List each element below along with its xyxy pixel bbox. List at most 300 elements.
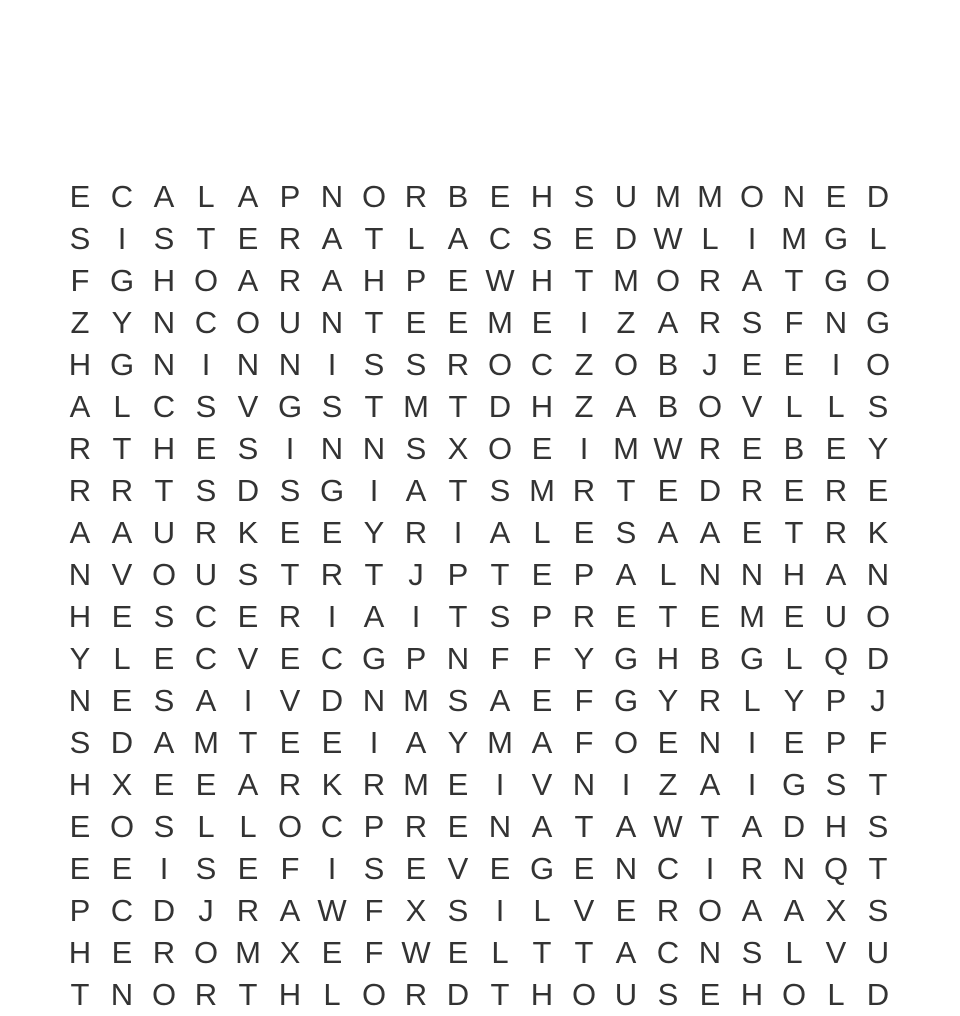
letter-cell[interactable]: T: [490, 977, 510, 1012]
letter-cell[interactable]: A: [405, 725, 427, 760]
letter-cell[interactable]: G: [865, 305, 891, 340]
letter-cell[interactable]: S: [153, 683, 175, 718]
letter-cell[interactable]: E: [195, 431, 217, 466]
letter-cell[interactable]: A: [615, 809, 637, 844]
letter-cell[interactable]: T: [238, 725, 258, 760]
letter-cell[interactable]: A: [699, 515, 721, 550]
letter-cell[interactable]: S: [153, 221, 175, 256]
letter-cell[interactable]: E: [741, 431, 763, 466]
letter-cell[interactable]: N: [320, 179, 344, 214]
letter-cell[interactable]: A: [153, 725, 175, 760]
letter-cell[interactable]: S: [867, 809, 889, 844]
letter-cell[interactable]: A: [405, 473, 427, 508]
letter-cell[interactable]: A: [489, 515, 511, 550]
letter-cell[interactable]: I: [327, 851, 337, 886]
letter-cell[interactable]: N: [68, 683, 92, 718]
letter-cell[interactable]: I: [159, 851, 169, 886]
letter-cell[interactable]: O: [277, 809, 303, 844]
letter-cell[interactable]: E: [783, 347, 805, 382]
letter-cell[interactable]: E: [153, 641, 175, 676]
letter-cell[interactable]: O: [613, 725, 639, 760]
letter-cell[interactable]: O: [697, 389, 723, 424]
letter-cell[interactable]: O: [193, 263, 219, 298]
letter-cell[interactable]: L: [407, 221, 425, 256]
letter-cell[interactable]: V: [111, 557, 133, 592]
letter-cell[interactable]: R: [824, 515, 848, 550]
letter-cell[interactable]: T: [784, 263, 804, 298]
letter-cell[interactable]: T: [700, 809, 720, 844]
letter-cell[interactable]: R: [110, 473, 134, 508]
letter-cell[interactable]: E: [531, 305, 553, 340]
letter-cell[interactable]: R: [404, 179, 428, 214]
letter-cell[interactable]: T: [616, 473, 636, 508]
letter-cell[interactable]: N: [320, 431, 344, 466]
letter-cell[interactable]: P: [531, 599, 553, 634]
letter-cell[interactable]: Y: [573, 641, 595, 676]
letter-cell[interactable]: E: [237, 851, 259, 886]
letter-cell[interactable]: S: [615, 515, 637, 550]
letter-cell[interactable]: Q: [823, 851, 849, 886]
letter-cell[interactable]: M: [487, 305, 513, 340]
letter-cell[interactable]: F: [364, 893, 384, 928]
letter-cell[interactable]: I: [117, 221, 127, 256]
letter-cell[interactable]: D: [110, 725, 134, 760]
letter-cell[interactable]: C: [320, 641, 344, 676]
letter-cell[interactable]: R: [446, 347, 470, 382]
letter-cell[interactable]: J: [408, 557, 424, 592]
letter-cell[interactable]: W: [653, 431, 683, 466]
letter-cell[interactable]: Z: [70, 305, 90, 340]
letter-cell[interactable]: L: [869, 221, 887, 256]
letter-cell[interactable]: A: [741, 893, 763, 928]
letter-cell[interactable]: A: [825, 557, 847, 592]
letter-cell[interactable]: L: [239, 809, 257, 844]
letter-cell[interactable]: T: [112, 431, 132, 466]
letter-cell[interactable]: O: [697, 893, 723, 928]
letter-cell[interactable]: P: [573, 557, 595, 592]
letter-cell[interactable]: P: [279, 179, 301, 214]
letter-cell[interactable]: G: [361, 641, 387, 676]
letter-cell[interactable]: I: [579, 305, 589, 340]
letter-cell[interactable]: A: [657, 515, 679, 550]
letter-cell[interactable]: N: [152, 305, 176, 340]
letter-cell[interactable]: E: [825, 431, 847, 466]
letter-cell[interactable]: A: [531, 809, 553, 844]
letter-cell[interactable]: R: [68, 473, 92, 508]
letter-cell[interactable]: R: [572, 473, 596, 508]
letter-cell[interactable]: T: [364, 221, 384, 256]
letter-cell[interactable]: S: [363, 851, 385, 886]
letter-cell[interactable]: E: [741, 347, 763, 382]
letter-cell[interactable]: L: [533, 515, 551, 550]
letter-cell[interactable]: E: [783, 725, 805, 760]
letter-cell[interactable]: V: [531, 767, 553, 802]
letter-cell[interactable]: D: [152, 893, 176, 928]
letter-cell[interactable]: I: [621, 767, 631, 802]
letter-cell[interactable]: Y: [447, 725, 469, 760]
letter-cell[interactable]: R: [824, 473, 848, 508]
letter-cell[interactable]: P: [363, 809, 385, 844]
letter-cell[interactable]: R: [320, 557, 344, 592]
letter-cell[interactable]: Z: [658, 767, 678, 802]
letter-cell[interactable]: T: [784, 515, 804, 550]
letter-cell[interactable]: H: [530, 179, 554, 214]
letter-cell[interactable]: C: [194, 641, 218, 676]
letter-cell[interactable]: E: [111, 935, 133, 970]
letter-cell[interactable]: V: [825, 935, 847, 970]
letter-cell[interactable]: I: [369, 473, 379, 508]
letter-cell[interactable]: R: [278, 221, 302, 256]
letter-cell[interactable]: A: [741, 263, 763, 298]
letter-cell[interactable]: N: [110, 977, 134, 1012]
letter-cell[interactable]: L: [743, 683, 761, 718]
letter-cell[interactable]: N: [698, 725, 722, 760]
letter-cell[interactable]: S: [405, 431, 427, 466]
letter-cell[interactable]: N: [278, 347, 302, 382]
letter-cell[interactable]: E: [111, 851, 133, 886]
letter-cell[interactable]: E: [447, 305, 469, 340]
letter-cell[interactable]: L: [827, 389, 845, 424]
letter-cell[interactable]: J: [870, 683, 886, 718]
letter-cell[interactable]: M: [235, 935, 261, 970]
letter-cell[interactable]: N: [782, 851, 806, 886]
letter-cell[interactable]: O: [865, 263, 891, 298]
letter-cell[interactable]: E: [657, 473, 679, 508]
letter-cell[interactable]: W: [653, 221, 683, 256]
letter-cell[interactable]: E: [69, 851, 91, 886]
letter-cell[interactable]: E: [699, 977, 721, 1012]
letter-cell[interactable]: T: [280, 557, 300, 592]
letter-cell[interactable]: S: [447, 683, 469, 718]
letter-cell[interactable]: Y: [783, 683, 805, 718]
letter-cell[interactable]: Y: [111, 305, 133, 340]
letter-cell[interactable]: C: [656, 851, 680, 886]
letter-cell[interactable]: M: [781, 221, 807, 256]
letter-cell[interactable]: H: [152, 263, 176, 298]
letter-cell[interactable]: E: [447, 935, 469, 970]
letter-cell[interactable]: R: [404, 977, 428, 1012]
letter-cell[interactable]: S: [573, 179, 595, 214]
letter-cell[interactable]: H: [152, 431, 176, 466]
letter-cell[interactable]: I: [453, 515, 463, 550]
letter-cell[interactable]: T: [574, 935, 594, 970]
letter-cell[interactable]: N: [446, 641, 470, 676]
letter-cell[interactable]: S: [321, 389, 343, 424]
letter-cell[interactable]: N: [866, 557, 890, 592]
letter-cell[interactable]: K: [237, 515, 259, 550]
letter-cell[interactable]: D: [866, 179, 890, 214]
letter-cell[interactable]: D: [236, 473, 260, 508]
letter-cell[interactable]: V: [237, 389, 259, 424]
letter-cell[interactable]: H: [68, 767, 92, 802]
letter-cell[interactable]: F: [280, 851, 300, 886]
letter-cell[interactable]: M: [529, 473, 555, 508]
letter-cell[interactable]: H: [530, 977, 554, 1012]
letter-cell[interactable]: R: [656, 893, 680, 928]
letter-cell[interactable]: Z: [574, 389, 594, 424]
letter-cell[interactable]: E: [447, 767, 469, 802]
letter-cell[interactable]: O: [235, 305, 261, 340]
letter-cell[interactable]: C: [110, 893, 134, 928]
letter-cell[interactable]: V: [447, 851, 469, 886]
letter-cell[interactable]: V: [741, 389, 763, 424]
letter-cell[interactable]: R: [698, 263, 722, 298]
letter-cell[interactable]: S: [867, 389, 889, 424]
letter-cell[interactable]: E: [237, 599, 259, 634]
letter-cell[interactable]: A: [69, 389, 91, 424]
letter-cell[interactable]: R: [278, 767, 302, 802]
letter-cell[interactable]: B: [783, 431, 805, 466]
letter-cell[interactable]: R: [404, 515, 428, 550]
letter-cell[interactable]: E: [153, 767, 175, 802]
letter-cell[interactable]: E: [531, 431, 553, 466]
letter-cell[interactable]: E: [321, 515, 343, 550]
letter-cell[interactable]: O: [361, 179, 387, 214]
letter-cell[interactable]: M: [403, 389, 429, 424]
letter-cell[interactable]: S: [69, 725, 91, 760]
letter-cell[interactable]: S: [195, 389, 217, 424]
letter-cell[interactable]: L: [701, 221, 719, 256]
letter-cell[interactable]: N: [698, 935, 722, 970]
letter-cell[interactable]: S: [741, 935, 763, 970]
letter-cell[interactable]: F: [574, 725, 594, 760]
letter-cell[interactable]: R: [572, 599, 596, 634]
letter-cell[interactable]: G: [277, 389, 303, 424]
letter-cell[interactable]: T: [658, 599, 678, 634]
letter-cell[interactable]: G: [529, 851, 555, 886]
letter-cell[interactable]: E: [531, 683, 553, 718]
letter-cell[interactable]: I: [327, 599, 337, 634]
letter-cell[interactable]: R: [362, 767, 386, 802]
letter-cell[interactable]: G: [319, 473, 345, 508]
letter-cell[interactable]: I: [495, 893, 505, 928]
letter-cell[interactable]: B: [657, 347, 679, 382]
letter-cell[interactable]: E: [195, 767, 217, 802]
letter-cell[interactable]: I: [327, 347, 337, 382]
letter-cell[interactable]: F: [574, 683, 594, 718]
letter-cell[interactable]: T: [238, 977, 258, 1012]
letter-cell[interactable]: E: [321, 725, 343, 760]
letter-cell[interactable]: A: [699, 767, 721, 802]
letter-cell[interactable]: X: [825, 893, 847, 928]
letter-cell[interactable]: T: [532, 935, 552, 970]
letter-cell[interactable]: E: [447, 263, 469, 298]
letter-cell[interactable]: I: [831, 347, 841, 382]
letter-cell[interactable]: R: [194, 515, 218, 550]
letter-cell[interactable]: M: [487, 725, 513, 760]
letter-cell[interactable]: A: [531, 725, 553, 760]
letter-cell[interactable]: M: [613, 431, 639, 466]
letter-cell[interactable]: T: [448, 473, 468, 508]
letter-cell[interactable]: N: [236, 347, 260, 382]
letter-cell[interactable]: H: [782, 557, 806, 592]
letter-cell[interactable]: O: [487, 431, 513, 466]
letter-cell[interactable]: A: [741, 809, 763, 844]
letter-cell[interactable]: Z: [616, 305, 636, 340]
letter-cell[interactable]: E: [111, 683, 133, 718]
letter-cell[interactable]: R: [740, 473, 764, 508]
letter-cell[interactable]: R: [194, 977, 218, 1012]
letter-cell[interactable]: R: [152, 935, 176, 970]
letter-cell[interactable]: E: [615, 893, 637, 928]
letter-cell[interactable]: R: [740, 851, 764, 886]
letter-cell[interactable]: C: [320, 809, 344, 844]
letter-cell[interactable]: V: [237, 641, 259, 676]
letter-cell[interactable]: E: [615, 599, 637, 634]
letter-cell[interactable]: N: [362, 431, 386, 466]
letter-cell[interactable]: M: [613, 263, 639, 298]
letter-cell[interactable]: H: [68, 935, 92, 970]
letter-cell[interactable]: H: [740, 977, 764, 1012]
letter-cell[interactable]: T: [196, 221, 216, 256]
letter-cell[interactable]: F: [532, 641, 552, 676]
letter-cell[interactable]: R: [278, 599, 302, 634]
letter-cell[interactable]: R: [404, 809, 428, 844]
letter-cell[interactable]: G: [823, 263, 849, 298]
letter-cell[interactable]: S: [741, 305, 763, 340]
letter-cell[interactable]: D: [488, 389, 512, 424]
letter-cell[interactable]: L: [827, 977, 845, 1012]
letter-cell[interactable]: U: [278, 305, 302, 340]
letter-cell[interactable]: M: [697, 179, 723, 214]
letter-cell[interactable]: N: [740, 557, 764, 592]
letter-cell[interactable]: I: [705, 851, 715, 886]
letter-cell[interactable]: S: [489, 599, 511, 634]
letter-cell[interactable]: R: [698, 305, 722, 340]
letter-cell[interactable]: P: [825, 725, 847, 760]
letter-cell[interactable]: O: [865, 599, 891, 634]
letter-cell[interactable]: L: [533, 893, 551, 928]
letter-cell[interactable]: E: [279, 641, 301, 676]
letter-cell[interactable]: A: [237, 179, 259, 214]
letter-cell[interactable]: L: [785, 389, 803, 424]
letter-cell[interactable]: S: [237, 557, 259, 592]
letter-cell[interactable]: S: [195, 473, 217, 508]
letter-cell[interactable]: E: [867, 473, 889, 508]
letter-cell[interactable]: N: [68, 557, 92, 592]
letter-cell[interactable]: I: [285, 431, 295, 466]
letter-cell[interactable]: E: [489, 179, 511, 214]
letter-cell[interactable]: F: [784, 305, 804, 340]
letter-cell[interactable]: O: [151, 977, 177, 1012]
letter-cell[interactable]: E: [573, 851, 595, 886]
letter-cell[interactable]: S: [153, 599, 175, 634]
letter-cell[interactable]: E: [69, 179, 91, 214]
letter-cell[interactable]: T: [70, 977, 90, 1012]
letter-cell[interactable]: L: [323, 977, 341, 1012]
letter-cell[interactable]: R: [68, 431, 92, 466]
letter-cell[interactable]: E: [237, 221, 259, 256]
letter-cell[interactable]: N: [614, 851, 638, 886]
letter-cell[interactable]: L: [491, 935, 509, 970]
letter-cell[interactable]: F: [70, 263, 90, 298]
letter-cell[interactable]: U: [824, 599, 848, 634]
letter-cell[interactable]: E: [573, 515, 595, 550]
letter-cell[interactable]: O: [193, 935, 219, 970]
letter-cell[interactable]: N: [698, 557, 722, 592]
letter-cell[interactable]: C: [530, 347, 554, 382]
letter-cell[interactable]: W: [485, 263, 515, 298]
letter-cell[interactable]: T: [574, 809, 594, 844]
letter-cell[interactable]: Y: [363, 515, 385, 550]
letter-cell[interactable]: Y: [69, 641, 91, 676]
letter-cell[interactable]: V: [573, 893, 595, 928]
letter-cell[interactable]: W: [653, 809, 683, 844]
letter-cell[interactable]: A: [657, 305, 679, 340]
letter-cell[interactable]: T: [868, 767, 888, 802]
letter-cell[interactable]: J: [702, 347, 718, 382]
letter-cell[interactable]: E: [741, 515, 763, 550]
letter-cell[interactable]: I: [747, 221, 757, 256]
letter-cell[interactable]: K: [321, 767, 343, 802]
letter-cell[interactable]: O: [781, 977, 807, 1012]
letter-cell[interactable]: M: [403, 767, 429, 802]
letter-cell[interactable]: T: [448, 389, 468, 424]
letter-cell[interactable]: N: [488, 809, 512, 844]
letter-cell[interactable]: O: [613, 347, 639, 382]
letter-cell[interactable]: P: [69, 893, 91, 928]
letter-cell[interactable]: T: [868, 851, 888, 886]
letter-cell[interactable]: K: [867, 515, 889, 550]
letter-cell[interactable]: H: [530, 389, 554, 424]
letter-cell[interactable]: A: [153, 179, 175, 214]
letter-cell[interactable]: N: [320, 305, 344, 340]
letter-cell[interactable]: B: [699, 641, 721, 676]
letter-cell[interactable]: O: [151, 557, 177, 592]
letter-cell[interactable]: B: [657, 389, 679, 424]
letter-cell[interactable]: L: [659, 557, 677, 592]
letter-cell[interactable]: Y: [657, 683, 679, 718]
letter-cell[interactable]: Q: [823, 641, 849, 676]
letter-cell[interactable]: M: [193, 725, 219, 760]
letter-cell[interactable]: F: [868, 725, 888, 760]
letter-cell[interactable]: E: [279, 515, 301, 550]
letter-cell[interactable]: R: [278, 263, 302, 298]
letter-cell[interactable]: E: [531, 557, 553, 592]
letter-cell[interactable]: A: [111, 515, 133, 550]
letter-cell[interactable]: O: [655, 263, 681, 298]
letter-cell[interactable]: I: [579, 431, 589, 466]
letter-cell[interactable]: A: [321, 263, 343, 298]
letter-cell[interactable]: J: [198, 893, 214, 928]
letter-cell[interactable]: V: [279, 683, 301, 718]
letter-cell[interactable]: O: [361, 977, 387, 1012]
letter-cell[interactable]: X: [447, 431, 469, 466]
letter-cell[interactable]: W: [401, 935, 431, 970]
letter-cell[interactable]: C: [488, 221, 512, 256]
letter-cell[interactable]: A: [321, 221, 343, 256]
letter-cell[interactable]: L: [113, 389, 131, 424]
letter-cell[interactable]: O: [865, 347, 891, 382]
letter-cell[interactable]: L: [197, 809, 215, 844]
letter-cell[interactable]: A: [783, 893, 805, 928]
letter-cell[interactable]: E: [321, 935, 343, 970]
letter-cell[interactable]: E: [279, 725, 301, 760]
letter-cell[interactable]: F: [364, 935, 384, 970]
letter-cell[interactable]: I: [747, 725, 757, 760]
letter-cell[interactable]: A: [363, 599, 385, 634]
letter-cell[interactable]: S: [279, 473, 301, 508]
letter-cell[interactable]: W: [317, 893, 347, 928]
letter-cell[interactable]: A: [615, 557, 637, 592]
letter-cell[interactable]: E: [111, 599, 133, 634]
letter-cell[interactable]: L: [113, 641, 131, 676]
letter-cell[interactable]: Z: [574, 347, 594, 382]
letter-cell[interactable]: G: [613, 641, 639, 676]
letter-cell[interactable]: E: [69, 809, 91, 844]
letter-cell[interactable]: N: [362, 683, 386, 718]
letter-cell[interactable]: S: [825, 767, 847, 802]
